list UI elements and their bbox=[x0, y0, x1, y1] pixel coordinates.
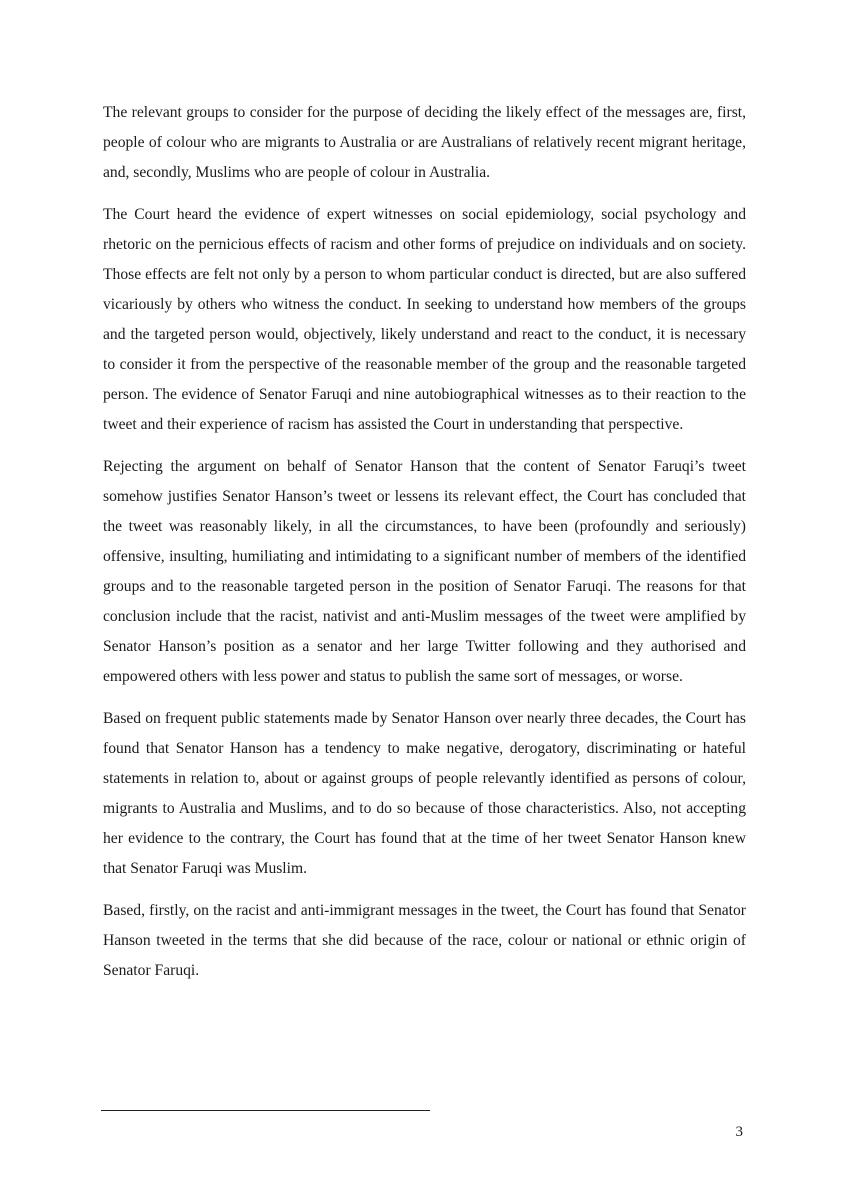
paragraph-public-statements: Based on frequent public statements made by Senator Hanson over nearly three decades, the Court has found that Senator Hanson has a tendency to make negative, derogatory, discriminating or hateful statements in relation to, about or against groups of people relevantly identified as persons of colour, migrants to Australia and Muslims, and to do so because of those characteristics. Also, not accepting her evidence to the contrary, the Court has found that at the time of her tweet Senator Hanson knew that Senator Faruqi was Muslim. bbox=[103, 710, 746, 877]
paragraph-court-conclusion: Rejecting the argument on behalf of Senator Hanson that the content of Senator Faruqi’s tweet somehow justifies Senator Hanson’s tweet or lessens its relevant effect, the Court has concluded that the tweet was reasonably likely, in all the circumstances, to have been (profoundly and seriously) offensive, insulting, humiliating and intimidating to a significant number of members of the identified groups and to the reasonable targeted person in the position of Senator Faruqi. The reasons for that conclusion include that the racist, nativist and anti-Muslim messages of the tweet were amplified by Senator Hanson’s position as a senator and her large Twitter following and they authorised and empowered others with less power and status to publish the same sort of messages, or worse. bbox=[103, 458, 746, 685]
page-number: 3 bbox=[735, 1124, 743, 1140]
footnote-separator bbox=[101, 1110, 430, 1111]
document-body bbox=[103, 98, 746, 998]
paragraph-finding-reason: Based, firstly, on the racist and anti-immigrant messages in the tweet, the Court has found that Senator Hanson tweeted in the terms that she did because of the race, colour or national or ethnic origin of Senator Faruqi. bbox=[103, 902, 746, 979]
paragraph-expert-evidence: The Court heard the evidence of expert witnesses on social epidemiology, social psychology and rhetoric on the pernicious effects of racism and other forms of prejudice on individuals and on society. Those effects are felt not only by a person to whom particular conduct is directed, but are also suffered vicariously by others who witness the conduct. In seeking to understand how members of the groups and the targeted person would, objectively, likely understand and react to the conduct, it is necessary to consider it from the perspective of the reasonable member of the group and the reasonable targeted person. The evidence of Senator Faruqi and nine autobiographical witnesses as to their reaction to the tweet and their experience of racism has assisted the Court in understanding that perspective. bbox=[103, 206, 746, 433]
paragraph-relevant-groups: The relevant groups to consider for the purpose of deciding the likely effect of the messages are, first, people of colour who are migrants to Australia or are Australians of relatively recent migrant heritage, and, secondly, Muslims who are people of colour in Australia. bbox=[103, 104, 746, 181]
